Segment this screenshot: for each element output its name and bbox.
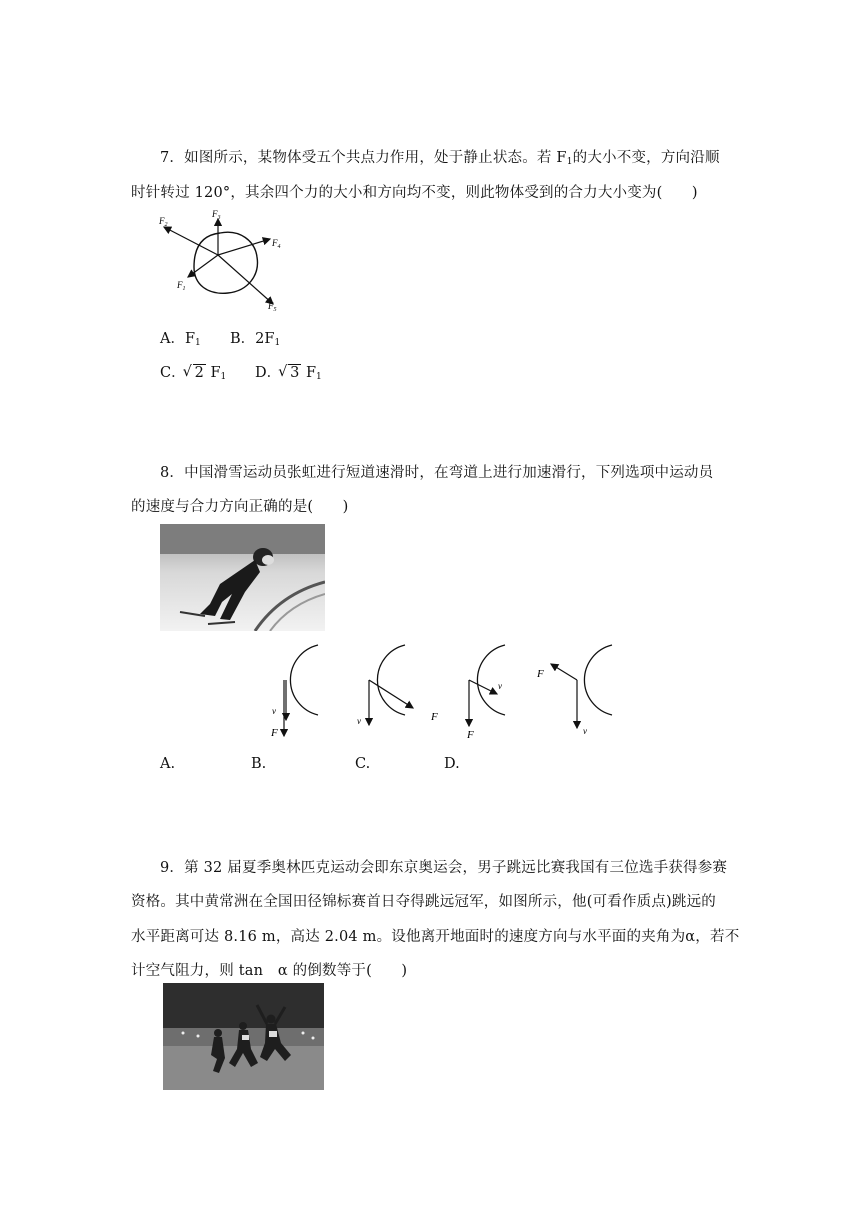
q9-stem-line-1: 9．第 32 届夏季奥林匹克运动会即东京奥运会，男子跳远比赛我国有三位选手获得参赛 [160,860,728,876]
speed-skater-photo [160,524,325,631]
svg-text:F3: $F_3$ [212,209,221,221]
svg-text:F: F [537,668,544,680]
q8-stem-line-2: 的速度与合力方向正确的是( ) [131,499,349,515]
svg-text:F2: $F_2$ [159,216,168,228]
option-d-diagram [536,645,612,736]
q9-stem-line-2: 资格。其中黄常洲在全国田径锦标赛首日夺得跳远冠军，如图所示，他(可看作质点)跳远的 [131,894,717,910]
svg-text:F4: $F_4$ [272,238,281,250]
q7-option-a[interactable]: A．$F_1$ [160,331,201,348]
q7-force-diagram [150,205,290,313]
q7-stem-line-1: 7．如图所示，某物体受五个共点力作用，处于静止状态。若 $F_1$的大小不变，方向沿顺 [160,150,720,167]
svg-text:v: v [498,681,502,691]
svg-text:F: F [467,729,474,741]
svg-text:F: F [431,711,438,723]
option-c-diagram [466,645,505,741]
q8-option-b[interactable]: B. [251,756,267,772]
svg-text:v: v [272,706,276,716]
option-a-diagram [270,645,318,739]
svg-text:F: F [271,727,278,739]
option-b-diagram [357,645,438,726]
q9-stem-line-3: 水平距离可达 8.16 m，高达 2.04 m。设他离开地面时的速度方向与水平面的夹角为α，若不 [131,929,740,945]
q8-stem-line-1: 8．中国滑雪运动员张虹进行短道速滑时，在弯道上进行加速滑行，下列选项中运动员 [160,465,714,481]
svg-text:v: v [357,716,361,726]
q9-stem-line-4: 计空气阻力，则 tan α 的倒数等于( ) [131,963,408,979]
q7-option-b[interactable]: B．$2F_1$ [230,331,281,348]
q8-option-c[interactable]: C. [355,756,371,772]
q7-option-d[interactable]: D．√ 3 $F_1$ [255,361,322,382]
svg-text:F5: $F_5$ [268,301,277,313]
svg-text:F1: $F_1$ [177,280,186,292]
q7-stem-line-2: 时针转过 120°，其余四个力的大小和方向均不变，则此物体受到的合力大小变为( ) [131,185,698,201]
object-outline [194,232,257,293]
svg-text:v: v [583,726,587,736]
q8-option-a[interactable]: A. [160,756,176,772]
q8-options-diagrams [265,640,625,745]
q7-option-c[interactable]: C．√ 2 $F_1$ [160,361,226,382]
long-jump-photo [163,983,324,1090]
q8-option-d[interactable]: D. [444,756,460,772]
